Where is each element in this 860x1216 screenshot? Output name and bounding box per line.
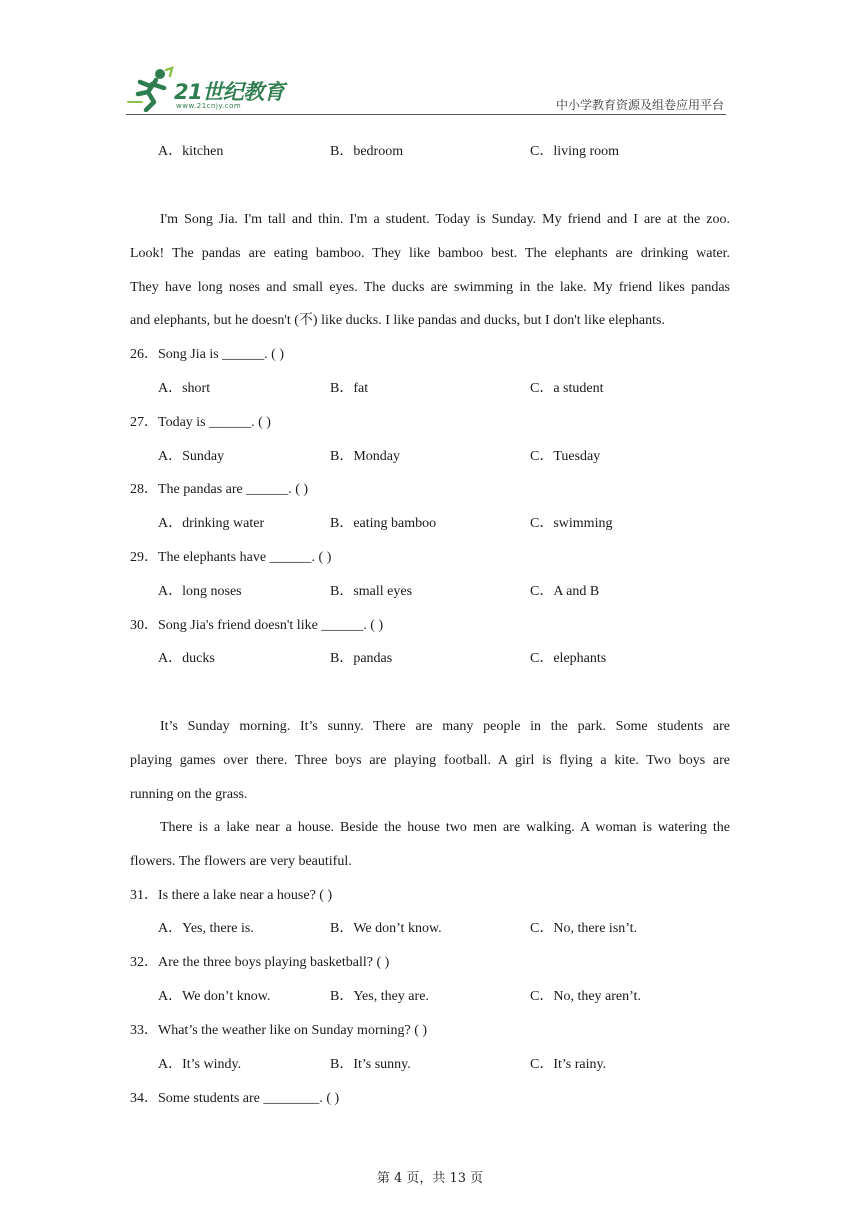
q25-option-b: B．bedroom <box>330 144 404 159</box>
question-27: 27．Today is ______. ( ) <box>130 415 271 430</box>
q26-option-a: A．short <box>158 381 211 396</box>
page-header <box>126 66 726 116</box>
q29-option-b: B．small eyes <box>330 584 413 599</box>
q33-option-c: C．It’s rainy. <box>530 1057 607 1072</box>
logo-text: 21世纪教育 <box>174 80 285 104</box>
q32-option-b: B．Yes, they are. <box>330 989 429 1004</box>
q27-option-b: B．Monday <box>330 449 400 464</box>
passage2-line: playing games over there. Three boys are playing football. A girl is flying a kite. Two boys are <box>130 753 730 768</box>
platform-title: 中小学教育资源及组卷应用平台 <box>555 98 724 112</box>
header-divider <box>126 114 726 115</box>
question-29: 29．The elephants have ______. ( ) <box>130 550 332 565</box>
q28-option-a: A．drinking water <box>158 516 265 531</box>
question-34: 34．Some students are ________. ( ) <box>130 1091 340 1106</box>
q31-option-a: A．Yes, there is. <box>158 921 254 936</box>
q31-option-b: B．We don’t know. <box>330 921 442 936</box>
logo-url: www.21cnjy.com <box>176 102 242 110</box>
q27-option-c: C．Tuesday <box>530 449 601 464</box>
q31-option-c: C．No, there isn’t. <box>530 921 638 936</box>
passage2-line: flowers. The flowers are very beautiful. <box>130 854 352 869</box>
question-26: 26．Song Jia is ______. ( ) <box>130 347 284 362</box>
passage2-line: running on the grass. <box>130 787 248 802</box>
q26-option-c: C．a student <box>530 381 604 396</box>
q27-option-a: A．Sunday <box>158 449 225 464</box>
passage2-line: There is a lake near a house. Beside the house two men are walking. A woman is watering the <box>160 820 730 835</box>
q28-option-b: B．eating bamboo <box>330 516 437 531</box>
passage1-line: I'm Song Jia. I'm tall and thin. I'm a student. Today is Sunday. My friend and I are at the zoo. <box>160 212 730 227</box>
q26-option-b: B．fat <box>330 381 369 396</box>
q30-option-a: A．ducks <box>158 651 215 666</box>
q30-option-c: C．elephants <box>530 651 607 666</box>
q29-option-a: A．long noses <box>158 584 242 599</box>
q33-option-a: A．It’s windy. <box>158 1057 242 1072</box>
passage1-line: and elephants, but he doesn't (不) like ducks. I like pandas and ducks, but I don't like elephants. <box>130 313 665 328</box>
q32-option-a: A．We don’t know. <box>158 989 271 1004</box>
q25-option-c: C．living room <box>530 144 620 159</box>
question-30: 30．Song Jia's friend doesn't like ______. ( ) <box>130 618 384 633</box>
question-28: 28．The pandas are ______. ( ) <box>130 482 309 497</box>
q30-option-b: B．pandas <box>330 651 393 666</box>
q32-option-c: C．No, they aren’t. <box>530 989 641 1004</box>
passage1-line: Look! The pandas are eating bamboo. They like bamboo best. The elephants are drinking water. <box>130 246 730 261</box>
question-31: 31．Is there a lake near a house? ( ) <box>130 888 333 903</box>
q33-option-b: B．It’s sunny. <box>330 1057 411 1072</box>
logo <box>126 66 296 114</box>
passage1-line: They have long noses and small eyes. The ducks are swimming in the lake. My friend likes pandas <box>130 280 730 295</box>
page-number: 第 4 页，共 13 页 <box>376 1171 484 1186</box>
question-33: 33．What’s the weather like on Sunday morning? ( ) <box>130 1023 428 1038</box>
q29-option-c: C．A and B <box>530 584 600 599</box>
question-32: 32．Are the three boys playing basketball? ( ) <box>130 955 390 970</box>
q25-option-a: A．kitchen <box>158 144 224 159</box>
runner-logo-icon <box>126 66 176 112</box>
passage2-line: It’s Sunday morning. It’s sunny. There are many people in the park. Some students are <box>160 719 730 734</box>
q28-option-c: C．swimming <box>530 516 613 531</box>
